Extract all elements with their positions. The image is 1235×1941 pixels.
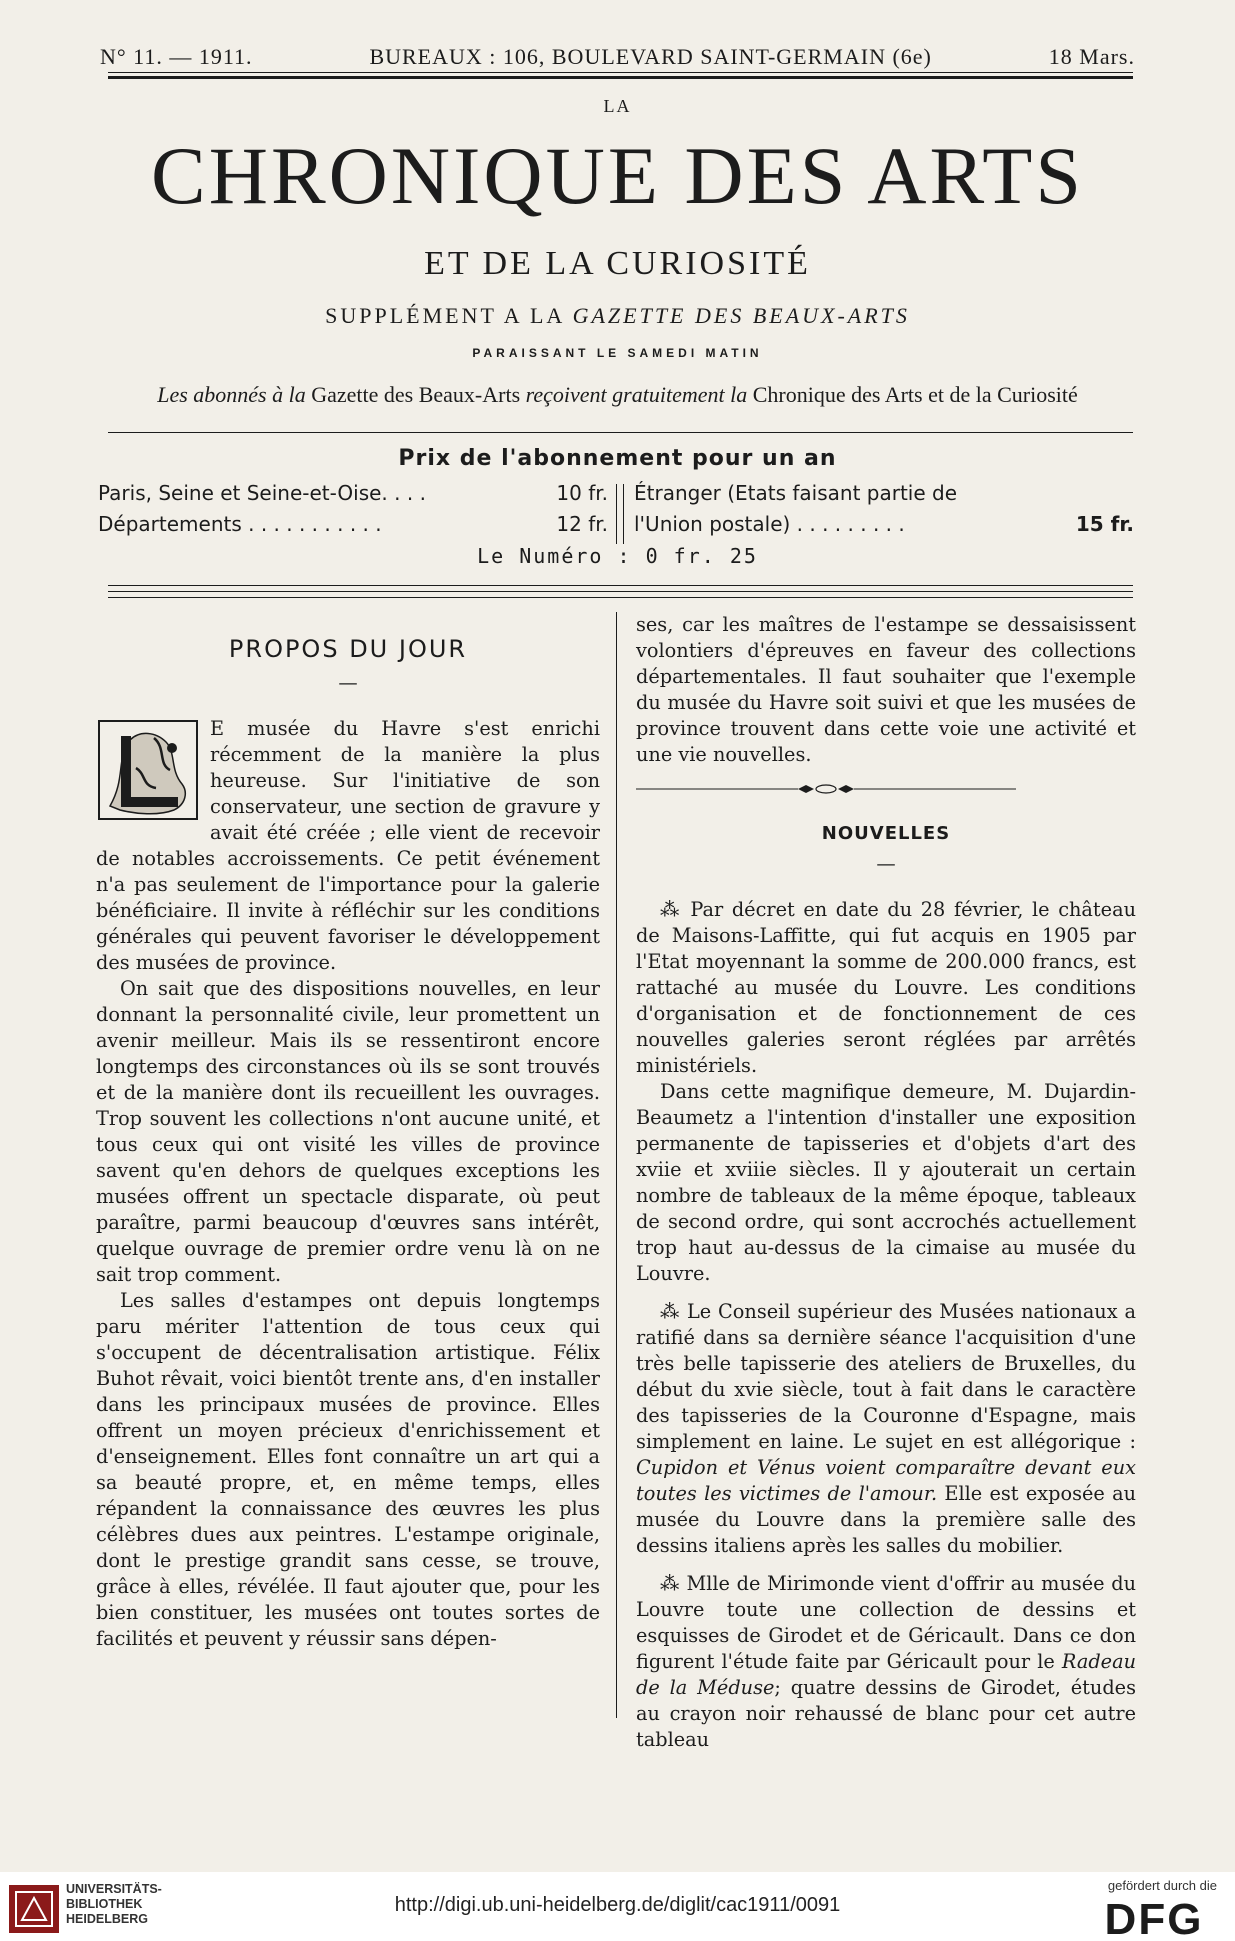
news-item-1: ⁂ Par décret en date du 28 février, le château de Maisons-Laffitte, qui fut acquis en 1905 par l'Etat moyennant la somme de 200.000 francs, est rattaché au musée du Louvre. Les conditions d'organisation et de fonctionnement de ces nouvelles galeries seront réglées par arrêtés ministériels. <box>636 898 1136 1077</box>
propos-continuation: ses, car les maîtres de l'estampe se dessaisissent volontiers d'épreuves en faveur des collections départementales. Il faut souhaiter que l'exemple du musée du Havre soit suivi et que les musées de province trouvent dans cette voie une activité et une vie nouvelles. <box>636 613 1136 766</box>
price-etranger: 15 fr. <box>1075 512 1134 536</box>
column-divider <box>616 612 617 1718</box>
footer-bar <box>0 1872 1235 1941</box>
price-paris: 10 fr. <box>556 481 608 505</box>
numero-price: Le Numéro : 0 fr. 25 <box>477 544 758 568</box>
abonnes-part-4: Chronique des Arts et de la Curiosité <box>752 382 1078 407</box>
price-label-departements: Départements . . . . . . . . . . . <box>98 512 382 536</box>
news-item-2: Dans cette magnifique demeure, M. Dujardin-Beaumetz a l'intention d'installer une exposition permanente de tapisseries et d'objets d'art des xviie et xviiie siècles. Il y ajouterait un certain nombre de tableaux de la même époque, tableaux de second ordre, qui sont accrochés actuellement trop haut au-dessus de la cimaise au musée du Louvre. <box>636 1080 1136 1285</box>
subscription-rule-2 <box>108 591 1133 592</box>
abonnes-part-1: Les abonnés à la <box>157 382 306 407</box>
news-item-4-text-a: ⁂ Mlle de Mirimonde vient d'offrir au musée du Louvre toute une collection de dessins et esquisses de Girodet et de Géricault. Dans ce don figurent l'étude faite par Géricault pour le <box>636 1572 1136 1673</box>
abonnes-part-3: reçoivent gratuitement la <box>525 382 748 407</box>
source-url-link[interactable]: http://digi.ub.uni-heidelberg.de/diglit/cac1911/0091 <box>394 1894 841 1916</box>
issue-number: N° 11. — 1911. <box>100 44 253 69</box>
propos-paragraph-2: On sait que des dispositions nouvelles, en leur donnant la personnalité civile, leur promettent un avenir meilleur. Mais ils se ressentiront encore longtemps des circonstances où ils se sont trouvés et de la manière dont ils recueillent les ouvrages. Trop souvent les collections n'ont aucune unité, et tous ceux qui ont visité les villes de province savent qu'en dehors de quelques exceptions les musées offrent un spectacle disparate, où peut paraître, parmi beaucoup d'œuvres sans intérêt, quelque ouvrage de premier ordre venu là on ne sait trop comment. <box>96 977 600 1286</box>
abonnes-line <box>0 382 1235 408</box>
left-column <box>96 630 600 1652</box>
price-row-paris <box>98 478 608 509</box>
header-rule-thin <box>108 72 1133 73</box>
right-column <box>636 612 1136 1753</box>
news-item-3-text-a: ⁂ Le Conseil supérieur des Musées nationaux a ratifié dans sa dernière séance l'acquisition d'une très belle tapisserie des ateliers de Bruxelles, du début du xvie siècle, tout à fait dans le caractère des tapisseries de la Couronne d'Espagne, mais simplement en laine. Le sujet en est allégorique : <box>636 1300 1136 1453</box>
supplement-prefix: SUPPLÉMENT A LA <box>325 303 565 328</box>
masthead-title: CHRONIQUE DES ARTS <box>151 130 1084 221</box>
news-item-4-italic: Radeau de la Méduse <box>636 1650 1136 1699</box>
propos-dash: — <box>338 671 358 694</box>
price-row-etranger <box>634 509 1134 540</box>
uni-line-1: UNIVERSITÄTS- <box>66 1882 162 1896</box>
price-label-etranger-2: l'Union postale) . . . . . . . . . <box>634 512 905 536</box>
propos-heading: PROPOS DU JOUR <box>228 635 468 663</box>
uni-line-2: BIBLIOTHEK <box>66 1897 143 1911</box>
news-item-3-italic: Cupidon et Vénus voient comparaître devant eux toutes les victimes de l'amour. <box>636 1456 1136 1505</box>
dfg-logo-text: DFG <box>1104 1896 1204 1938</box>
funding-note: gefördert durch die <box>1107 1878 1217 1893</box>
propos-paragraph-1: E musée du Havre s'est enrichi récemment de la manière la plus heureuse. Sur l'initiative de son conservateur, une section de gravure y avait été créée ; elle vient de recevoir de notables accroissements. Ce petit événement n'a pas seulement de l'importance pour la galerie bénéficiaire. Il invite à réfléchir sur les conditions générales qui peuvent favoriser le développement des musées de province. <box>96 717 600 974</box>
subscription-foreign <box>634 478 1134 540</box>
price-departements: 12 fr. <box>556 512 608 536</box>
masthead-subtitle: ET DE LA CURIOSITÉ <box>424 245 811 282</box>
supplement-line <box>0 303 1235 329</box>
propos-paragraph-3: Les salles d'estampes ont depuis longtemps paru mériter l'attention de tous ceux qui s'occupent de décentralisation artistique. Félix Buhot rêvait, voici bientôt trente ans, d'en installer dans les principaux musées de province. Elles offrent un moyen précieux d'enrichissement et d'enseignement. Elles font connaître un art qui a sa beauté propre, et, en même temps, elles répandent la connaissance des œuvres les plus célèbres dues aux peintres. L'estampe originale, dont le prestige grandit sans cesse, se trouve, grâce à elles, révélée. Il faut ajouter que, pour les bien constituer, les musées ont toutes sortes de facilités et peuvent y réussir sans dépen- <box>96 1289 600 1650</box>
bureaux-address: BUREAUX : 106, BOULEVARD SAINT-GERMAIN (6e) <box>369 44 932 69</box>
news-item-4 <box>636 1571 1136 1753</box>
header-rule-thick <box>108 76 1133 79</box>
uni-line-3: HEIDELBERG <box>66 1912 148 1926</box>
dfg-logo-icon <box>1089 1896 1219 1938</box>
subscription-rule-3 <box>108 597 1133 598</box>
subscription-rule-1 <box>108 585 1133 586</box>
header-line <box>100 44 1135 70</box>
issue-date: 18 Mars. <box>1048 44 1135 69</box>
supplement-gazette: GAZETTE DES BEAUX-ARTS <box>572 303 910 328</box>
news-item-3-text-b: Elle est exposée au musée du Louvre dans la première salle des dessins italiens après les salles du mobilier. <box>636 1482 1136 1557</box>
price-label-etranger-1: Étranger (Etats faisant partie de <box>634 481 958 505</box>
nouvelles-dash: — <box>876 852 896 875</box>
paraissant-line: PARAISSANT LE SAMEDI MATIN <box>472 346 763 360</box>
price-label-paris: Paris, Seine et Seine-et-Oise. . . . <box>98 481 426 505</box>
section-ornament-icon <box>636 782 1016 796</box>
news-item-3 <box>636 1299 1136 1559</box>
nouvelles-heading: NOUVELLES <box>821 823 951 844</box>
price-row-departements <box>98 509 608 540</box>
ornamental-dropcap-l-icon <box>96 718 200 822</box>
abonnes-part-2: Gazette des Beaux-Arts <box>311 382 521 407</box>
subscription-separator <box>616 484 624 544</box>
subscription-domestic <box>98 478 608 540</box>
subscription-rule-top <box>108 432 1133 433</box>
news-item-4-text-b: ; quatre dessins de Girodet, études au crayon noir rehaussé de blanc pour cet autre tableau <box>636 1676 1136 1751</box>
masthead-la: LA <box>603 96 632 116</box>
subscription-title: Prix de l'abonnement pour un an <box>398 446 837 471</box>
